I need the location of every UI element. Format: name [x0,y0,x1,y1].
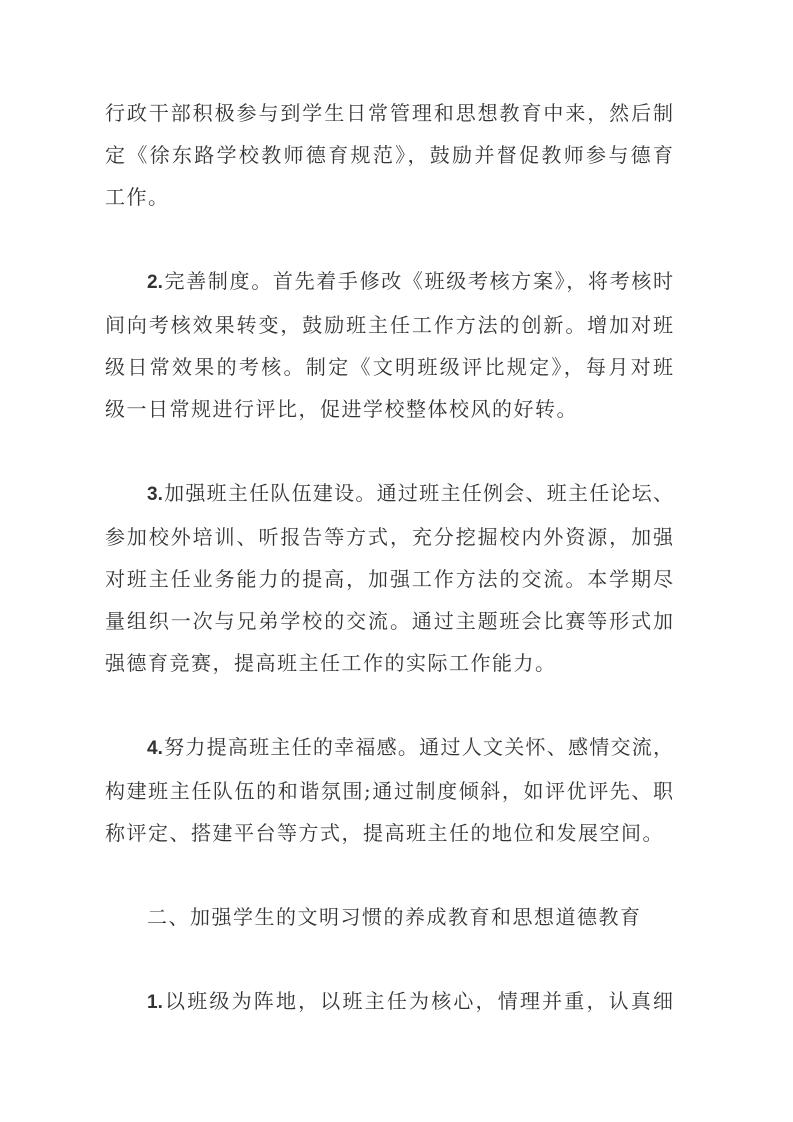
paragraph-item-4 [105,726,673,854]
list-number: 1. [147,992,163,1013]
section-heading [105,896,673,938]
text-line: 参加校外培训、听报告等方式，充分挖掘校内外资源，加强 [105,525,673,549]
text-span: 加强班主任队伍建设。通过班主任例会、班主任论坛、 [162,481,673,505]
paragraph-item-2 [105,260,673,430]
paragraph-continuation [105,92,673,218]
text-line [105,726,673,770]
list-number: 4. [147,738,163,759]
text-line: 称评定、搭建平台等方式，提高班主任的地位和发展空间。 [105,821,664,845]
heading-line: 二、加强学生的文明习惯的养成教育和思想道德教育 [147,905,642,929]
text-line: 级一日常规进行评比，促进学校整体校风的好转。 [105,397,578,421]
text-line: 强德育竞赛，提高班主任工作的实际工作能力。 [105,651,557,675]
text-line: 行政干部积极参与到学生日常管理和思想教育中来，然后制 [105,101,673,125]
text-line: 对班主任业务能力的提高，加强工作方法的交流。本学期尽 [105,567,673,591]
text-span: 以班级为阵地，以班主任为核心，情理并重，认真细 [162,989,673,1013]
text-span: 努力提高班主任的幸福感。通过人文关怀、感情交流， [162,735,673,759]
text-line: 构建班主任队伍的和谐氛围;通过制度倾斜，如评优评先、职 [105,779,673,803]
text-line [105,980,673,1024]
text-line: 工作。 [105,185,170,209]
text-line: 间向考核效果转变，鼓励班主任工作方法的创新。增加对班 [105,313,673,337]
paragraph-item-3 [105,472,673,684]
text-line [105,472,673,516]
text-line: 级日常效果的考核。制定《文明班级评比规定》，每月对班 [105,355,673,379]
text-span: 完善制度。首先着手修改《班级考核方案》，将考核时 [162,269,673,293]
document-content [105,92,673,1066]
text-line: 定《徐东路学校教师德育规范》，鼓励并督促教师参与德育 [105,143,673,167]
text-line: 量组织一次与兄弟学校的交流。通过主题班会比赛等形式加 [105,609,673,633]
paragraph-item-1 [105,980,673,1024]
list-number: 2. [147,272,163,293]
list-number: 3. [147,484,163,505]
text-line [105,260,673,304]
